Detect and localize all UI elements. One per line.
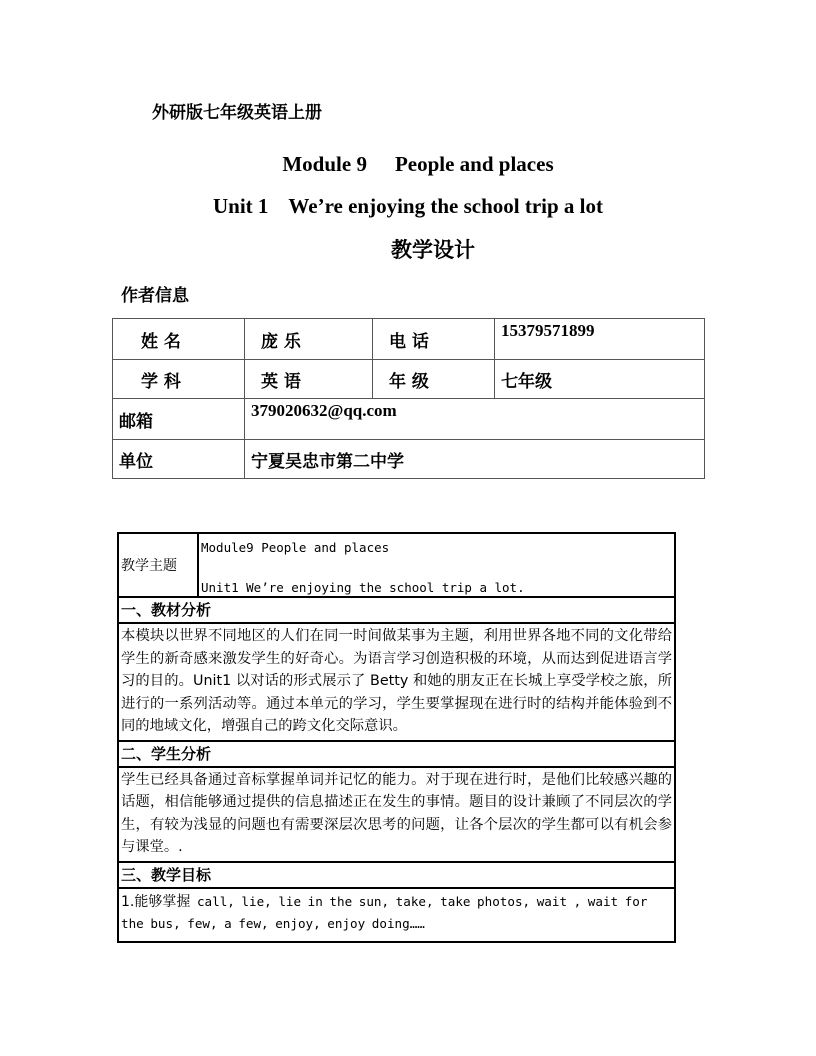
theme-content bbox=[199, 534, 674, 596]
name-value: 庞 乐 bbox=[245, 319, 373, 360]
section-body-material: 本模块以世界不同地区的人们在同一时间做某事为主题，利用世界各地不同的文化带给学生的新奇感来激发学生的好奇心。为语言学习创造积极的环境，从而达到促进语言学习的目的。Unit1 以对话的形式展示了 Betty 和她的朋友正在长城上享受学校之旅，所进行的一系列活动等。通过本单元的学习，学生要掌握现在进行时的结构并能体验到不同的地域文化，增强自己的跨文化交际意识。 bbox=[119, 622, 674, 740]
subject-label: 学 科 bbox=[113, 360, 245, 399]
table-row bbox=[113, 319, 705, 360]
lesson-plan-table bbox=[117, 532, 676, 943]
table-row bbox=[113, 360, 705, 399]
grade-value: 七年级 bbox=[495, 360, 705, 399]
section-body-objectives bbox=[119, 887, 674, 941]
objective-words: call, lie, lie in the sun, take, take photos, wait , wait for the bus, few, a few, enjoy, enjoy doing…… bbox=[121, 893, 648, 931]
subject-value: 英 语 bbox=[245, 360, 373, 399]
theme-row bbox=[119, 534, 674, 596]
unit-name: We’re enjoying the school trip a lot bbox=[288, 194, 604, 218]
organization-value: 宁夏吴忠市第二中学 bbox=[245, 440, 705, 479]
unit-title bbox=[0, 194, 816, 219]
section-body-students: 学生已经具备通过音标掌握单词并记忆的能力。对于现在进行时，是他们比较感兴趣的话题，相信能够通过提供的信息描述正在发生的事情。题目的设计兼顾了不同层次的学生，有较为浅显的问题也有需要深层次思考的问题，让各个层次的学生都可以有机会参与课堂。. bbox=[119, 766, 674, 861]
author-info-table bbox=[112, 318, 705, 479]
phone-label: 电 话 bbox=[373, 319, 495, 360]
grade-label: 年 级 bbox=[373, 360, 495, 399]
module-number: Module 9 bbox=[282, 152, 367, 176]
module-name: People and places bbox=[394, 152, 554, 176]
objective-prefix: 1.能够掌握 bbox=[121, 893, 191, 910]
section-heading-material: 一、教材分析 bbox=[119, 596, 674, 622]
name-label: 姓 名 bbox=[113, 319, 245, 360]
email-value: 379020632@qq.com bbox=[245, 399, 705, 440]
organization-label: 单位 bbox=[113, 440, 245, 479]
module-title bbox=[0, 152, 816, 177]
section-heading-students: 二、学生分析 bbox=[119, 740, 674, 766]
email-label: 邮箱 bbox=[113, 399, 245, 440]
theme-label: 教学主题 bbox=[119, 534, 199, 596]
table-row bbox=[113, 440, 705, 479]
book-title: 外研版七年级英语上册 bbox=[152, 103, 322, 123]
document-type: 教学设计 bbox=[391, 238, 475, 262]
author-info-label: 作者信息 bbox=[121, 286, 189, 306]
unit-number: Unit 1 bbox=[212, 194, 269, 218]
section-heading-objectives: 三、教学目标 bbox=[119, 861, 674, 887]
theme-line-module: Module9 People and places bbox=[201, 540, 390, 555]
theme-line-unit: Unit1 We’re enjoying the school trip a lot. bbox=[201, 580, 525, 595]
table-row bbox=[113, 399, 705, 440]
phone-value: 15379571899 bbox=[495, 319, 705, 360]
